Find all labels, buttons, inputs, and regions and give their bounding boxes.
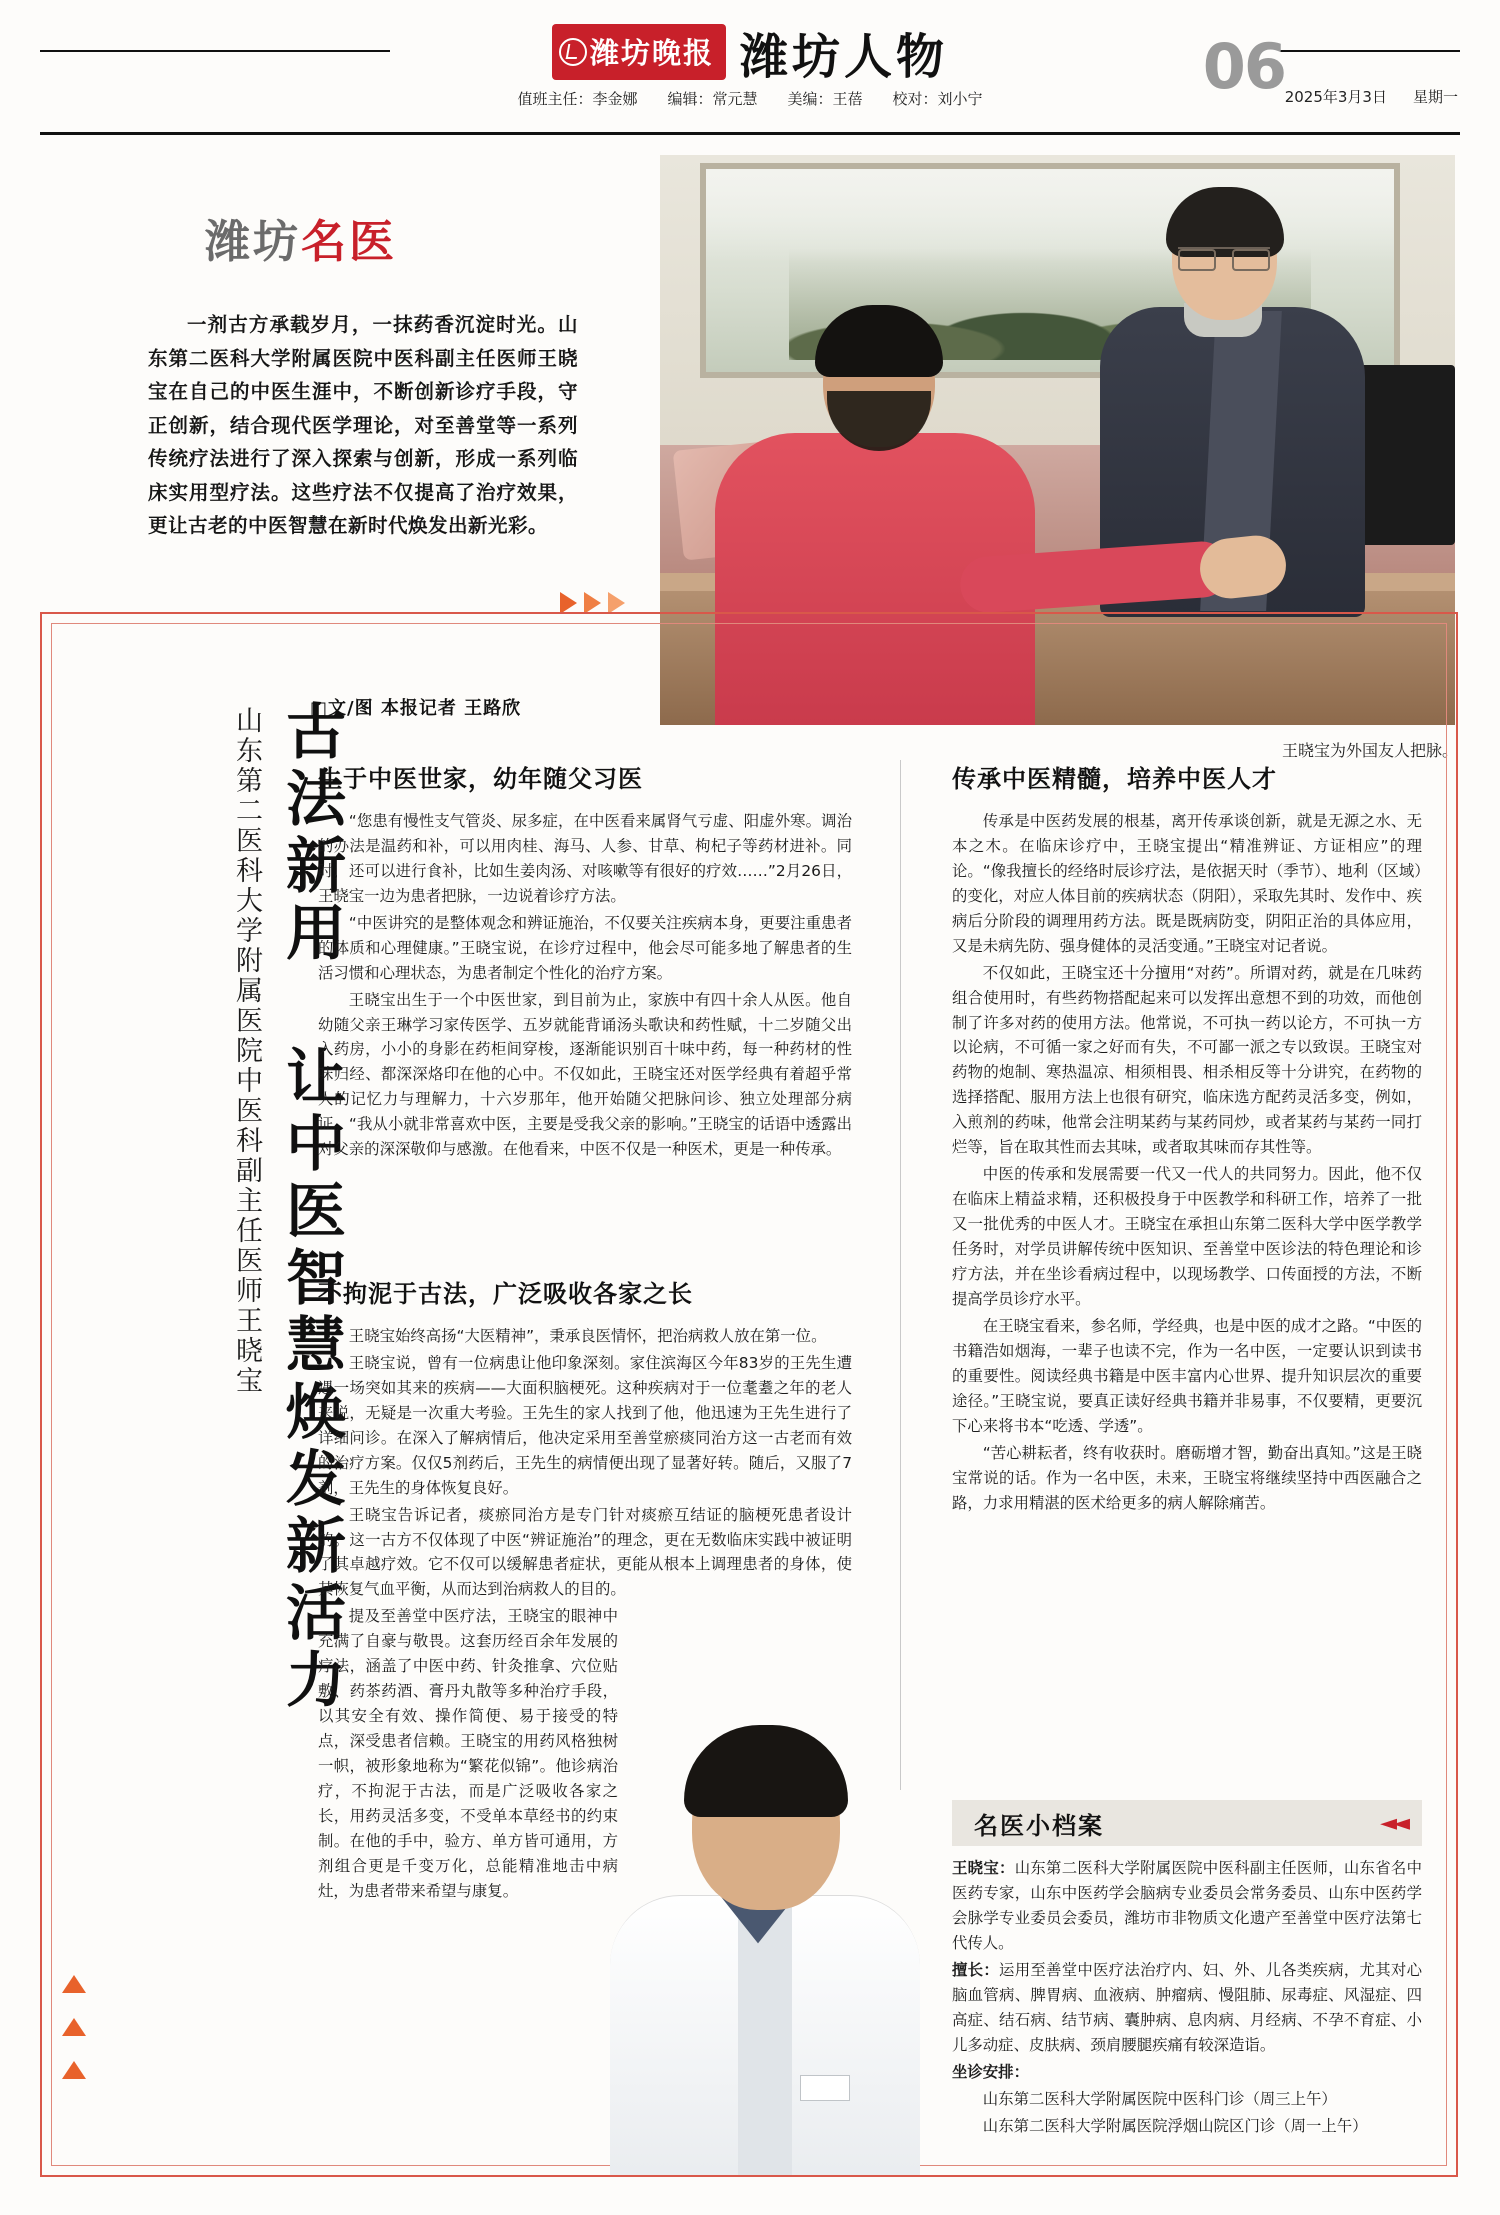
lead-paragraph: 一剂古方承载岁月，一抹药香沉淀时光。山东第二医科大学附属医院中医科副主任医师王晓宝在自己的中医生涯中，不断创新诊疗手段，守正创新，结合现代医学理论，对至善堂等一系列传统疗法进行了深入探索与创新，形成一系列临床实用型疗法。这些疗法不仅提高了治疗效果，更让古老的中医智慧在新时代焕发出新光彩。 (148, 313, 578, 538)
column-divider (900, 760, 901, 1790)
paragraph: 王晓宝说，曾有一位病患让他印象深刻。家住滨海区今年83岁的王先生遭遇一场突如其来的疾病——大面积脑梗死。这种疾病对于一位耄耋之年的老人来说，无疑是一次重大考验。王先生的家人找到了他，他迅速为王先生进行了详细问诊。在深入了解病情后，他决定采用至善堂瘀痰同治方这一古老而有效的治疗方案。仅仅5剂药后，王先生的病情便出现了显著好转。随后，又服了7剂，王先生的身体恢复良好。 (318, 1353, 852, 1497)
logo-circle-icon (559, 38, 587, 66)
profile-specialty-text: 运用至善堂中医疗法治疗内、妇、外、儿各类疾病，尤其对心脑血管病、脾胃病、血液病、肿瘤病、慢阻肺、尿毒症、风湿症、四高症、结石病、结节病、囊肿病、息肉病、月经病、不孕不育症、小儿多动症、皮肤病、颈肩腰腿疾痛有较深造诣。 (952, 1960, 1422, 2054)
profile-name-text: 山东第二医科大学附属医院中医科副主任医师，山东省名中医药专家，山东中医药学会脑病专业委员会常务委员、山东中医药学会脉学专业委员会委员，潍坊市非物质文化遗产至善堂中医疗法第七代传人。 (952, 1859, 1422, 1952)
credit-proofreader: 校对：刘小宁 (892, 90, 983, 108)
profile-header (952, 1800, 1422, 1846)
credit-art-editor: 美编：王蓓 (787, 90, 863, 108)
brand-part-1: 潍坊 (205, 215, 302, 268)
photo-doctor-glasses (1178, 247, 1270, 269)
profile-name-line (952, 1856, 1422, 1956)
profile-title: 名医小档案 (974, 1811, 1104, 1840)
section-brand (205, 205, 397, 270)
corner-triangle-3 (62, 2061, 86, 2079)
profile-clinic-line (952, 2060, 1422, 2085)
masthead (0, 0, 1500, 140)
subheading-2: 不拘泥于古法，广泛吸收各家之长 (318, 1280, 693, 1308)
headline-main: 古法新用 让中医智慧焕发新活力 (276, 700, 346, 1715)
paragraph: “您患有慢性支气管炎、尿多症，在中医看来属肾气亏虚、阳虚外寒。调治的办法是温药和补，可以用肉桂、海马、人参、甘草、枸杞子等药材进补。同时，还可以进行食补，比如生姜肉汤、对咳嗽等有很好的疗效……”2月26日，王晓宝一边为患者把脉，一边说着诊疗方法。 (318, 811, 852, 905)
page-number: 06 (1202, 30, 1285, 103)
credit-duty-director: 值班主任：李金娜 (517, 90, 638, 108)
masthead-date (1285, 86, 1458, 107)
portrait-photo (600, 1725, 930, 2175)
brand-part-2: 名医 (301, 215, 398, 268)
paragraph: 在王晓宝看来，参名师，学经典，也是中医的成才之路。“中医的书籍浩如烟海，一辈子也读不完，作为一名中医，一定要认识到读书的重要性。阅读经典书籍是中医丰富内心世界、提升知识层次的重要途径。”王晓宝说，要真正读好经典书籍并非易事，不仅要精，更要沉下心来将书本“吃透、学透”。 (952, 1316, 1422, 1435)
newspaper-logo (552, 18, 948, 87)
credit-editor: 编辑：常元慧 (667, 90, 758, 108)
arrow-decoration (560, 592, 625, 614)
subheading-3: 传承中医精髓，培养中医人才 (952, 765, 1277, 793)
paragraph: 传承是中医药发展的根基，离开传承谈创新，就是无源之水、无本之木。在临床诊疗中，王晓宝提出“精准辨证、方证相应”的理论。“像我擅长的经络时辰诊疗法，是依据天时（季节）、地利（区域）的变化，对应人体目前的疾病状态（阴阳），采取先其时、发作中、疾病后分阶段的调理用药方法。既是既病防变，阴阳正治的具体应用，又是未病先防、强身健体的灵活变通。”王晓宝对记者说。 (952, 811, 1422, 955)
arrow-icon-2 (584, 592, 601, 614)
article-column-right (952, 760, 1422, 1518)
headline-sub: 山东第二医科大学附属医院中医科副主任医师王晓宝 (231, 706, 262, 1396)
profile-clinic-item: 山东第二医科大学附属医院浮烟山院区门诊（周一上午） (982, 2116, 1368, 2135)
paragraph: 不仅如此，王晓宝还十分擅用“对药”。所谓对药，就是在几味药组合使用时，有些药物搭配起来可以发挥出意想不到的功效，而他创制了许多对药的使用方法。他常说，不可执一药以论方，不可执一方以论病，不可循一家之好而有失，不可鄙一派之专以致误。王晓宝对药物的炮制、寒热温凉、相须相畏、相杀相反等十分讲究，在药物的选择搭配、服用方法上也很有研究，临床选方配药灵活多变，例如，入煎剂的药味，他常会注明某药与某药同炒，或者某药与某药一同打烂等，旨在取其性而去其味，或者取其味而存其性等。 (952, 963, 1422, 1157)
issue-weekday: 星期一 (1412, 88, 1458, 106)
profile-specialty-label: 擅长： (952, 1960, 1000, 1979)
newspaper-badge-label: 潍坊晚报 (552, 24, 726, 80)
portrait-badge (800, 2075, 850, 2101)
masthead-credits (0, 88, 1500, 109)
paragraph: 中医的传承和发展需要一代又一代人的共同努力。因此，他不仅在临床上精益求精，还积极投身于中医教学和科研工作，培养了一批又一批优秀的中医人才。王晓宝在承担山东第二医科大学中医学教学任务时，对学员讲解传统中医知识、至善堂中医诊法的特色理论和诊疗方法，并在坐诊看病过程中，以现场教学、口传面授的方法，不断提高学员诊疗水平。 (952, 1165, 1422, 1308)
profile-arrow-icon: ◄◄ (1380, 1810, 1406, 1836)
paragraph: “中医讲究的是整体观念和辨证施治，不仅要关注疾病本身，更要注重患者的体质和心理健康。”王晓宝说，在诊疗过程中，他会尽可能多地了解患者的生活习惯和心理状态，为患者制定个性化的治疗方案。 (318, 913, 852, 982)
vertical-headline (95, 700, 345, 2030)
profile-name-label: 王晓宝： (952, 1859, 1015, 1877)
paragraph: 提及至善堂中医疗法，王晓宝的眼神中充满了自豪与敬畏。这套历经百余年发展的疗法，涵盖了中医中药、针灸推拿、穴位贴敷、药茶药酒、膏丹丸散等多种治疗手段，以其安全有效、操作简便、易于接受的特点，深受患者信赖。王晓宝的用药风格独树一帜，被形象地称为“繁花似锦”。他诊病治疗，不拘泥于古法，而是广泛吸收各家之长，用药灵活多变，不受单本草经书的约束制。在他的手中，验方、单方皆可通用，方剂组合更是千变万化，总能精准地击中病灶，为患者带来希望与康复。 (318, 1607, 618, 1900)
paragraph: “苦心耕耘者，终有收获时。磨砺增才智，勤奋出真知。”这是王晓宝常说的话。作为一名中医，未来，王晓宝将继续坚持中西医融合之路，力求用精湛的医术给更多的病人解除痛苦。 (952, 1443, 1422, 1512)
paragraph: 王晓宝告诉记者，痰瘀同治方是专门针对痰瘀互结证的脑梗死患者设计的。这一古方不仅体现了中医“辨证施治”的理念，更在无数临床实践中被证明了其卓越疗效。它不仅可以缓解患者症状，更能从根本上调理患者的身体，使其恢复气血平衡，从而达到治病救人的目的。 (318, 1505, 852, 1599)
profile-clinic-item: 山东第二医科大学附属医院中医科门诊（周三上午） (982, 2089, 1337, 2108)
corner-triangle-2 (62, 2018, 86, 2036)
arrow-icon-1 (560, 592, 577, 614)
arrow-icon-3 (608, 592, 625, 614)
section-title: 潍坊人物 (740, 28, 949, 85)
issue-date: 2025年3月3日 (1284, 88, 1387, 106)
article-column-left-top (318, 760, 852, 1164)
corner-triangle-1 (62, 1975, 86, 1993)
profile-specialty-line (952, 1958, 1422, 2058)
paragraph: 王晓宝始终高扬“大医精神”，秉承良医情怀，把治病救人放在第一位。 (348, 1326, 827, 1345)
profile-clinic-label: 坐诊安排： (952, 2062, 1029, 2081)
profile-body (952, 1856, 1422, 2140)
byline: □文/图 本报记者 王路欣 (310, 698, 522, 719)
subheading-1: 生于中医世家，幼年随父习医 (318, 765, 643, 793)
photo-caption: 王晓宝为外国友人把脉。 (1281, 741, 1458, 760)
paragraph: 王晓宝出生于一个中医世家，到目前为止，家族中有四十余人从医。他自幼随父亲王琳学习家传医学、五岁就能背诵汤头歌诀和药性赋，十二岁随父出入药房，小小的身影在药柜间穿梭，逐渐能识别百十味中药，每一种药材的性味归经、都深深烙印在他的心中。不仅如此，王晓宝还对医学经典有着超乎常人的记忆力与理解力，十六岁那年，他开始随父把脉问诊、独立处理部分病证。“我从小就非常喜欢中医，主要是受我父亲的影响。”王晓宝的话语中透露出对父亲的深深敬仰与感激。在他看来，中医不仅是一种医术，更是一种传承。 (318, 990, 852, 1159)
masthead-bottom-rule (40, 132, 1460, 135)
